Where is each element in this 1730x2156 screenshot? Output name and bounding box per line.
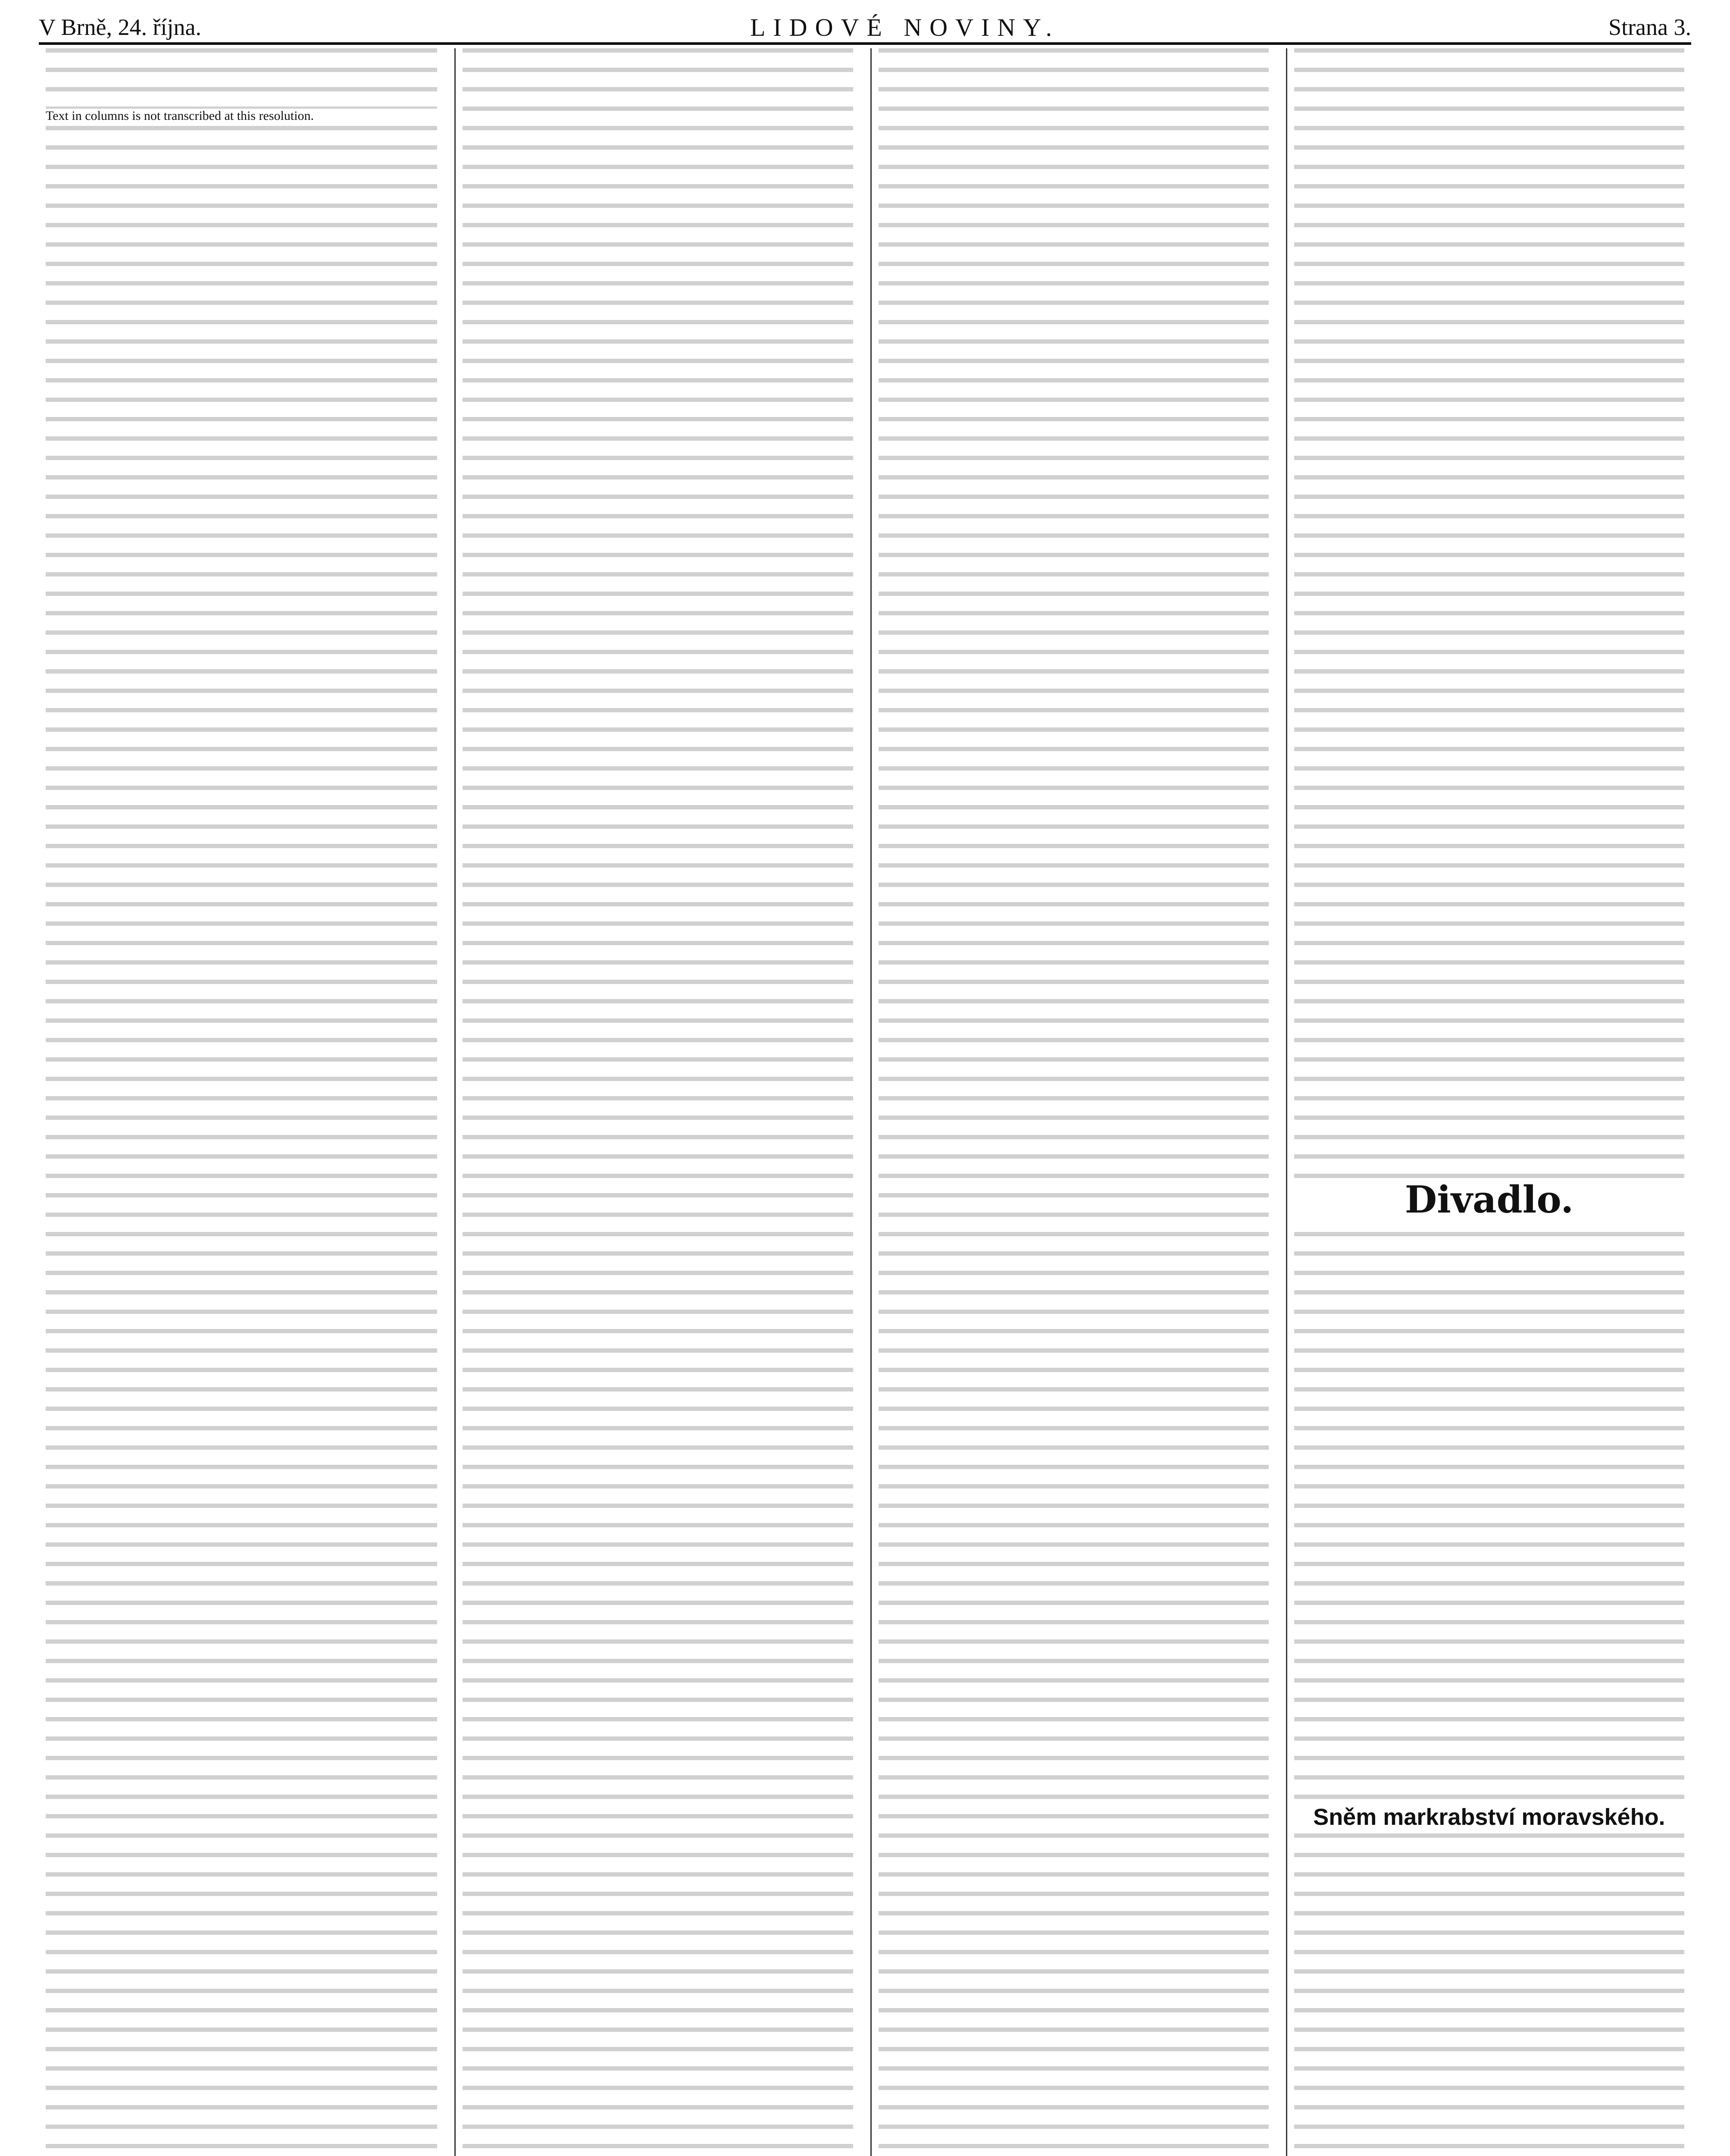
column-note: Text in columns is not transcribed at this resolution.: [46, 109, 437, 123]
column-4: [1286, 48, 1691, 2156]
page-header: [39, 12, 1691, 45]
header-right: Strana 3.: [1608, 14, 1691, 40]
text-columns: [39, 48, 1691, 2156]
header-title: LIDOVÉ NOVINY.: [750, 13, 1060, 41]
column-1: [39, 48, 444, 2156]
column-2: [454, 48, 860, 2156]
section-title-snem: Sněm markrabství moravského.: [1294, 1804, 1684, 1830]
column-3: [870, 48, 1276, 2156]
header-left: V Brně, 24. října.: [39, 14, 201, 40]
section-title-divadlo: Divadlo.: [1294, 1178, 1684, 1222]
